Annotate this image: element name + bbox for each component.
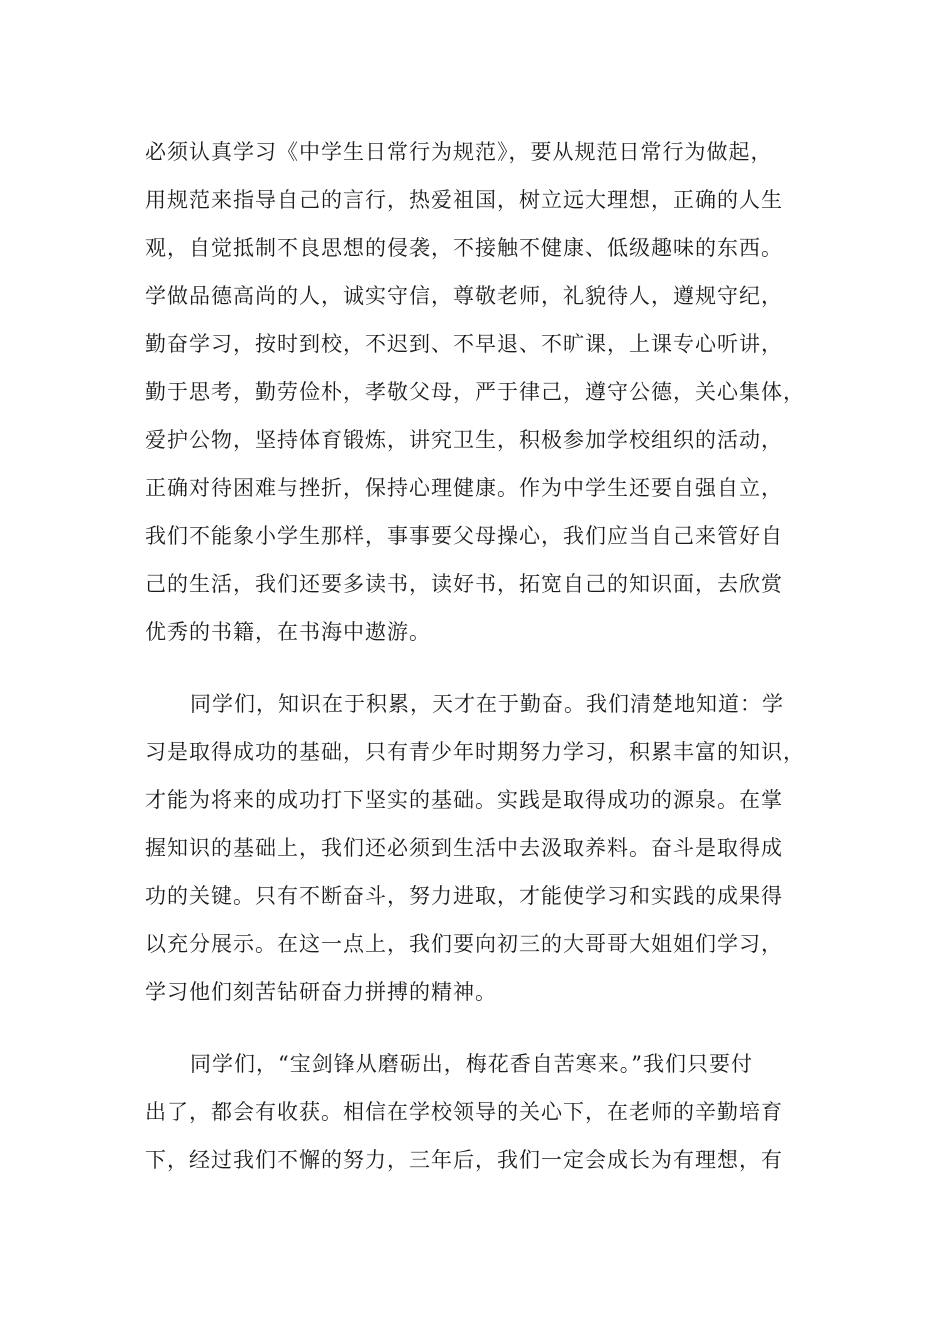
text-line: 我们不能象小学生那样，事事要父母操心，我们应当自己来管好自 bbox=[145, 524, 783, 548]
text-line: 己的生活，我们还要多读书，读好书，拓宽自己的知识面，去欣赏 bbox=[145, 572, 783, 596]
text-line: 学做品德高尚的人，诚实守信，尊敬老师，礼貌待人，遵规守纪， bbox=[145, 284, 783, 308]
text-line: 出了，都会有收获。相信在学校领导的关心下，在老师的辛勤培育 bbox=[145, 1100, 783, 1124]
text-line: 同学们，“宝剑锋从磨砺出，梅花香自苦寒来。”我们只要付 bbox=[190, 1052, 753, 1076]
text-line: 观，自觉抵制不良思想的侵袭，不接触不健康、低级趣味的东西。 bbox=[145, 236, 783, 260]
text-line: 才能为将来的成功打下坚实的基础。实践是取得成功的源泉。在掌 bbox=[145, 788, 783, 812]
text-line: 学习他们刻苦钻研奋力拼搏的精神。 bbox=[145, 980, 497, 1004]
text-line: 握知识的基础上，我们还必须到生活中去汲取养料。奋斗是取得成 bbox=[145, 836, 783, 860]
text-line: 功的关键。只有不断奋斗，努力进取，才能使学习和实践的成果得 bbox=[145, 884, 783, 908]
text-line: 用规范来指导自己的言行，热爱祖国，树立远大理想，正确的人生 bbox=[145, 188, 783, 212]
text-line: 同学们，知识在于积累，天才在于勤奋。我们清楚地知道：学 bbox=[190, 692, 784, 716]
text-line: 习是取得成功的基础，只有青少年时期努力学习，积累丰富的知识， bbox=[145, 740, 805, 764]
text-line: 以充分展示。在这一点上，我们要向初三的大哥哥大姐姐们学习， bbox=[145, 932, 783, 956]
text-line: 下，经过我们不懈的努力，三年后，我们一定会成长为有理想，有 bbox=[145, 1148, 783, 1172]
text-line: 爱护公物，坚持体育锻炼，讲究卫生，积极参加学校组织的活动， bbox=[145, 428, 783, 452]
text-line: 优秀的书籍，在书海中遨游。 bbox=[145, 620, 431, 644]
text-line: 勤奋学习，按时到校，不迟到、不早退、不旷课，上课专心听讲， bbox=[145, 332, 783, 356]
text-line: 正确对待困难与挫折，保持心理健康。作为中学生还要自强自立， bbox=[145, 476, 783, 500]
text-line: 必须认真学习《中学生日常行为规范》，要从规范日常行为做起， bbox=[145, 140, 773, 164]
text-line: 勤于思考，勤劳俭朴，孝敬父母，严于律己，遵守公德，关心集体， bbox=[145, 380, 805, 404]
